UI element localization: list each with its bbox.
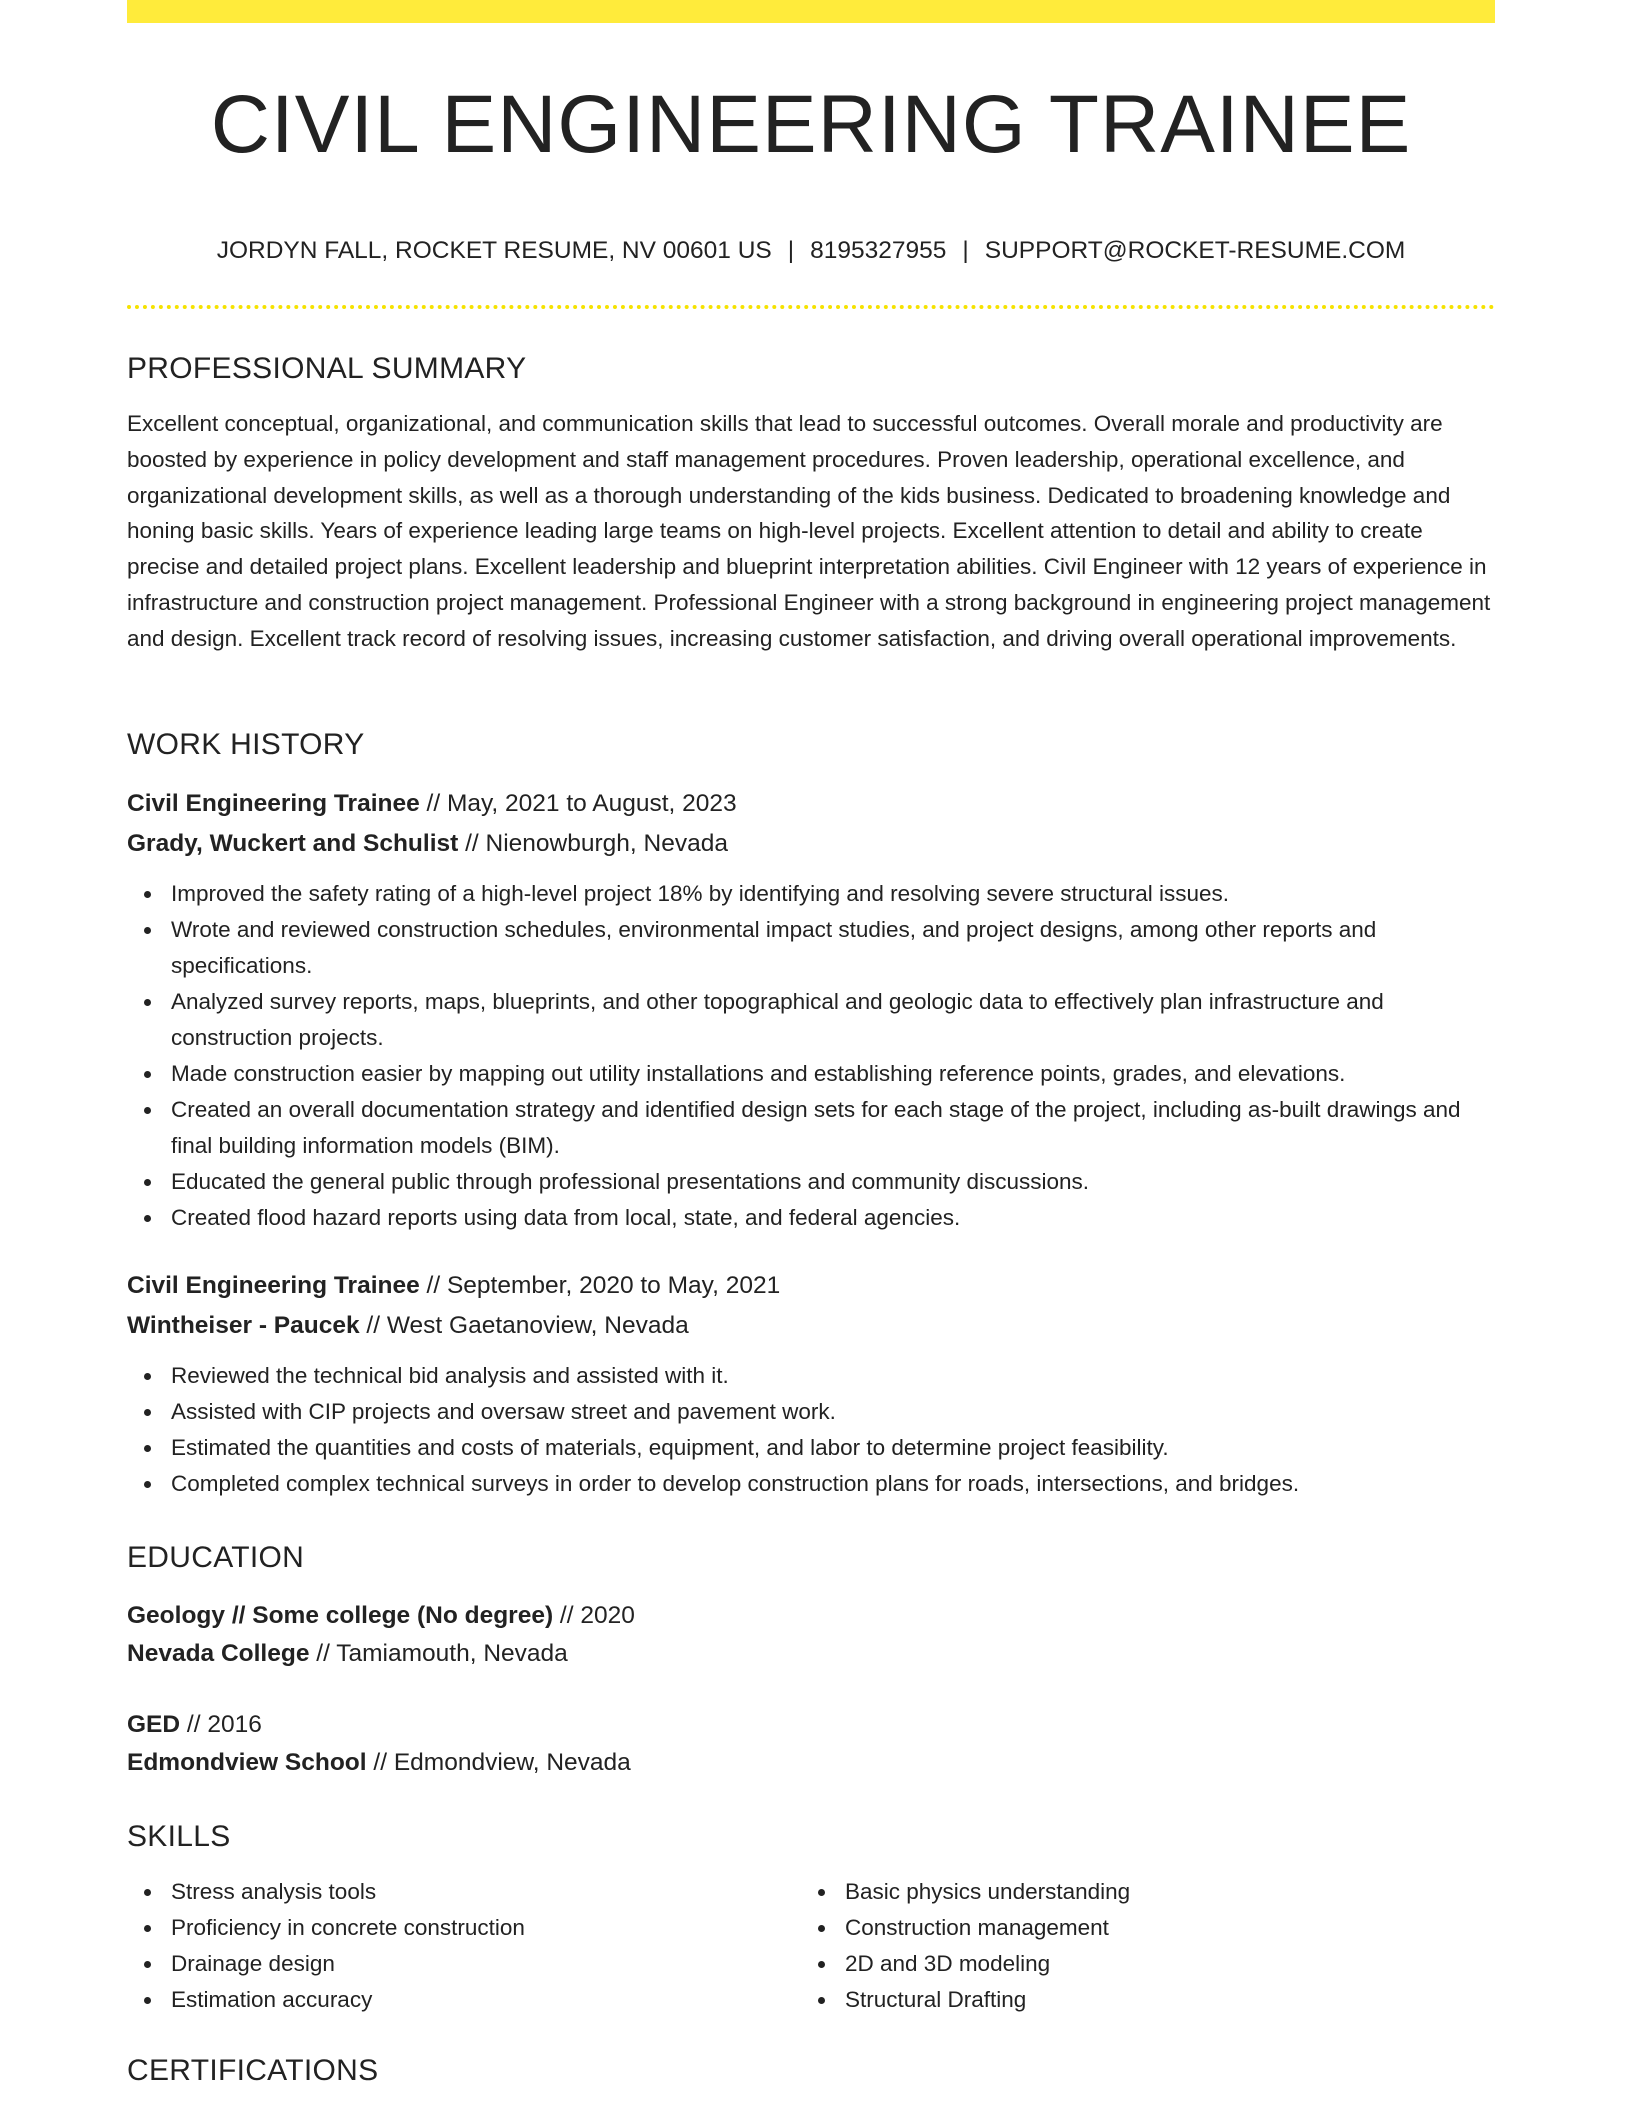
education-degree-line xyxy=(127,1597,1495,1635)
list-item: Analyzed survey reports, maps, blueprints, and other topographical and geologic data to effectively plan infrastructure and construction projects. xyxy=(127,984,1495,1056)
education-year: // 2016 xyxy=(180,1711,262,1738)
job-dates: // May, 2021 to August, 2023 xyxy=(419,790,737,817)
job-company: Grady, Wuckert and Schulist xyxy=(127,830,459,857)
skills-columns xyxy=(127,1874,1495,2018)
work-history-section xyxy=(127,728,1495,1502)
education-school: Nevada College xyxy=(127,1640,310,1667)
resume-page xyxy=(127,0,1495,2112)
contact-email: SUPPORT@ROCKET-RESUME.COM xyxy=(984,237,1406,264)
list-item: Improved the safety rating of a high-level project 18% by identifying and resolving severe structural issues. xyxy=(127,876,1495,912)
education-school: Edmondview School xyxy=(127,1749,367,1776)
skills-list-right xyxy=(801,1874,1475,2018)
skills-section xyxy=(127,1820,1495,2018)
education-school-line xyxy=(127,1635,1495,1673)
education-school-line xyxy=(127,1744,1495,1782)
list-item: Stress analysis tools xyxy=(127,1874,801,1910)
list-item: Created flood hazard reports using data from local, state, and federal agencies. xyxy=(127,1200,1495,1236)
summary-section xyxy=(127,352,1495,657)
education-degree-line xyxy=(127,1706,1495,1744)
list-item: Wrote and reviewed construction schedules, environmental impact studies, and project designs, among other reports and specifications. xyxy=(127,912,1495,984)
work-history-heading: WORK HISTORY xyxy=(127,728,365,761)
education-entry xyxy=(127,1706,1495,1782)
education-section xyxy=(127,1541,1495,1782)
summary-text: Excellent conceptual, organizational, and communication skills that lead to successful outcomes. Overall morale and productivity are boosted by experience in policy development and staff management procedures. Proven leadership, operational excellence, and organizational development skills, as well as a thorough understanding of the kids business. Dedicated to broadening knowledge and honing basic skills. Years of experience leading large teams on high-level projects. Excellent attention to detail and ability to create precise and detailed project plans. Excellent leadership and blueprint interpretation abilities. Civil Engineer with 12 years of experience in infrastructure and construction project management. Professional Engineer with a strong background in engineering project management and design. Excellent track record of resolving issues, increasing customer satisfaction, and driving overall operational improvements. xyxy=(127,411,1491,651)
list-item: Structural Drafting xyxy=(801,1982,1475,2018)
job-location: // West Gaetanoview, Nevada xyxy=(359,1312,689,1339)
contact-separator: | xyxy=(787,237,795,264)
contact-line xyxy=(127,237,1495,265)
skills-list-left xyxy=(127,1874,801,2018)
accent-top-bar xyxy=(127,0,1495,23)
summary-heading: PROFESSIONAL SUMMARY xyxy=(127,352,527,385)
job-bullets xyxy=(127,1358,1495,1502)
list-item: Assisted with CIP projects and oversaw street and pavement work. xyxy=(127,1394,1495,1430)
contact-phone: 8195327955 xyxy=(810,237,947,264)
list-item: Completed complex technical surveys in order to develop construction plans for roads, intersections, and bridges. xyxy=(127,1466,1495,1502)
resume-title: CIVIL ENGINEERING TRAINEE xyxy=(210,79,1412,170)
contact-address: JORDYN FALL, ROCKET RESUME, NV 00601 US xyxy=(216,237,772,264)
job-entry xyxy=(127,1266,1495,1502)
list-item: 2D and 3D modeling xyxy=(801,1946,1475,1982)
list-item: Estimated the quantities and costs of materials, equipment, and labor to determine project feasibility. xyxy=(127,1430,1495,1466)
education-location: // Tamiamouth, Nevada xyxy=(309,1640,568,1667)
job-bullets xyxy=(127,876,1495,1236)
job-company-line xyxy=(127,824,1495,864)
contact-separator: | xyxy=(962,237,969,264)
education-location: // Edmondview, Nevada xyxy=(366,1749,631,1776)
list-item: Reviewed the technical bid analysis and assisted with it. xyxy=(127,1358,1495,1394)
list-item: Estimation accuracy xyxy=(127,1982,801,2018)
job-title: Civil Engineering Trainee xyxy=(127,1272,420,1299)
education-heading: EDUCATION xyxy=(127,1541,305,1574)
job-company: Wintheiser - Paucek xyxy=(127,1312,360,1339)
job-dates: // September, 2020 to May, 2021 xyxy=(419,1272,781,1299)
job-company-line xyxy=(127,1306,1495,1346)
job-entry xyxy=(127,784,1495,1236)
list-item: Construction management xyxy=(801,1910,1475,1946)
list-item: Educated the general public through professional presentations and community discussions. xyxy=(127,1164,1495,1200)
certifications-section xyxy=(127,2054,1495,2088)
list-item: Made construction easier by mapping out utility installations and establishing reference points, grades, and elevations. xyxy=(127,1056,1495,1092)
job-title-line xyxy=(127,1266,1495,1306)
job-location: // Nienowburgh, Nevada xyxy=(458,830,728,857)
education-entry xyxy=(127,1597,1495,1673)
skills-heading: SKILLS xyxy=(127,1820,231,1853)
education-year: // 2020 xyxy=(553,1602,635,1629)
job-title: Civil Engineering Trainee xyxy=(127,790,420,817)
dotted-divider xyxy=(127,305,1495,309)
list-item: Drainage design xyxy=(127,1946,801,1982)
education-degree: GED xyxy=(127,1711,181,1738)
certifications-heading: CERTIFICATIONS xyxy=(127,2054,379,2087)
education-degree: Geology // Some college (No degree) xyxy=(127,1602,554,1629)
list-item: Basic physics understanding xyxy=(801,1874,1475,1910)
list-item: Created an overall documentation strategy and identified design sets for each stage of the project, including as-built drawings and final building information models (BIM). xyxy=(127,1092,1495,1164)
job-title-line xyxy=(127,784,1495,824)
list-item: Proficiency in concrete construction xyxy=(127,1910,801,1946)
